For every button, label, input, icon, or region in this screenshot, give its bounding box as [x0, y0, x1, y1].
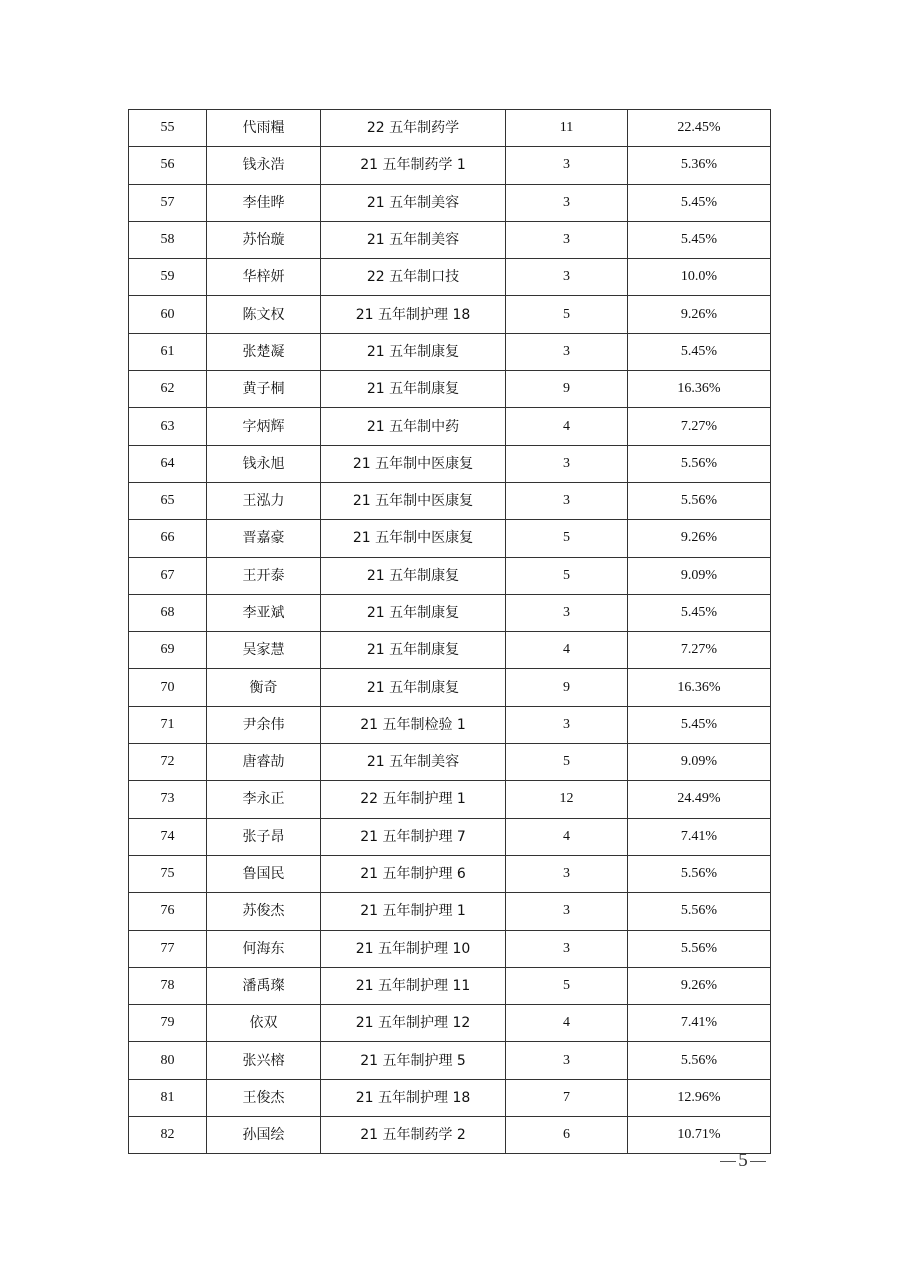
- count-cell: 11: [506, 110, 628, 147]
- row-number-cell: 76: [129, 893, 207, 930]
- row-number-cell: 60: [129, 296, 207, 333]
- count-cell: 12: [506, 781, 628, 818]
- student-name-cell: 尹余伟: [207, 706, 321, 743]
- class-name-cell: 21 五年制康复: [321, 632, 506, 669]
- class-name-cell: 21 五年制护理 7: [321, 818, 506, 855]
- count-cell: 4: [506, 408, 628, 445]
- row-number-cell: 66: [129, 520, 207, 557]
- class-name-cell: 21 五年制中药: [321, 408, 506, 445]
- student-name-cell: 晋嘉豪: [207, 520, 321, 557]
- table-row: [129, 482, 771, 519]
- student-name-cell: 李佳晔: [207, 184, 321, 221]
- percentage-cell: 9.09%: [628, 744, 771, 781]
- percentage-cell: 9.26%: [628, 520, 771, 557]
- row-number-cell: 59: [129, 259, 207, 296]
- student-name-cell: 潘禹璨: [207, 967, 321, 1004]
- student-name-cell: 钱永浩: [207, 147, 321, 184]
- percentage-cell: 5.56%: [628, 930, 771, 967]
- count-cell: 3: [506, 259, 628, 296]
- percentage-cell: 5.45%: [628, 184, 771, 221]
- class-name-cell: 21 五年制药学 2: [321, 1117, 506, 1154]
- table-row: [129, 632, 771, 669]
- count-cell: 3: [506, 930, 628, 967]
- student-name-cell: 代雨糧: [207, 110, 321, 147]
- table-row: [129, 520, 771, 557]
- row-number-cell: 71: [129, 706, 207, 743]
- page-number: [716, 1149, 770, 1173]
- count-cell: 9: [506, 371, 628, 408]
- student-name-cell: 王泓力: [207, 482, 321, 519]
- percentage-cell: 7.27%: [628, 408, 771, 445]
- class-name-cell: 21 五年制美容: [321, 221, 506, 258]
- row-number-cell: 63: [129, 408, 207, 445]
- percentage-cell: 22.45%: [628, 110, 771, 147]
- percentage-cell: 5.56%: [628, 893, 771, 930]
- row-number-cell: 58: [129, 221, 207, 258]
- row-number-cell: 65: [129, 482, 207, 519]
- percentage-cell: 5.56%: [628, 482, 771, 519]
- class-name-cell: 21 五年制康复: [321, 669, 506, 706]
- row-number-cell: 62: [129, 371, 207, 408]
- row-number-cell: 80: [129, 1042, 207, 1079]
- student-name-cell: 华梓妍: [207, 259, 321, 296]
- student-name-cell: 王俊杰: [207, 1079, 321, 1116]
- student-name-cell: 孙国绘: [207, 1117, 321, 1154]
- table-row: [129, 333, 771, 370]
- table-row: [129, 371, 771, 408]
- row-number-cell: 67: [129, 557, 207, 594]
- table-row: [129, 967, 771, 1004]
- class-name-cell: 21 五年制检验 1: [321, 706, 506, 743]
- count-cell: 3: [506, 482, 628, 519]
- page-number-right-rule: [750, 1161, 766, 1162]
- count-cell: 3: [506, 184, 628, 221]
- count-cell: 5: [506, 744, 628, 781]
- student-name-cell: 张楚凝: [207, 333, 321, 370]
- table-row: [129, 781, 771, 818]
- row-number-cell: 69: [129, 632, 207, 669]
- row-number-cell: 61: [129, 333, 207, 370]
- student-name-cell: 吴家慧: [207, 632, 321, 669]
- class-name-cell: 21 五年制康复: [321, 594, 506, 631]
- row-number-cell: 70: [129, 669, 207, 706]
- count-cell: 5: [506, 967, 628, 1004]
- class-name-cell: 21 五年制护理 6: [321, 855, 506, 892]
- table-row: [129, 408, 771, 445]
- table-row: [129, 1005, 771, 1042]
- percentage-cell: 5.45%: [628, 221, 771, 258]
- percentage-cell: 5.45%: [628, 594, 771, 631]
- row-number-cell: 55: [129, 110, 207, 147]
- row-number-cell: 81: [129, 1079, 207, 1116]
- student-name-cell: 苏俊杰: [207, 893, 321, 930]
- student-name-cell: 鲁国民: [207, 855, 321, 892]
- class-name-cell: 21 五年制中医康复: [321, 445, 506, 482]
- student-name-cell: 何海东: [207, 930, 321, 967]
- student-name-cell: 张兴榕: [207, 1042, 321, 1079]
- percentage-cell: 10.71%: [628, 1117, 771, 1154]
- percentage-cell: 9.26%: [628, 967, 771, 1004]
- count-cell: 7: [506, 1079, 628, 1116]
- row-number-cell: 56: [129, 147, 207, 184]
- class-name-cell: 21 五年制中医康复: [321, 520, 506, 557]
- class-name-cell: 21 五年制护理 12: [321, 1005, 506, 1042]
- table-body: [129, 110, 771, 1154]
- class-name-cell: 21 五年制护理 11: [321, 967, 506, 1004]
- table-row: [129, 296, 771, 333]
- row-number-cell: 82: [129, 1117, 207, 1154]
- row-number-cell: 77: [129, 930, 207, 967]
- count-cell: 3: [506, 445, 628, 482]
- table-row: [129, 893, 771, 930]
- row-number-cell: 79: [129, 1005, 207, 1042]
- row-number-cell: 72: [129, 744, 207, 781]
- percentage-cell: 9.26%: [628, 296, 771, 333]
- student-name-cell: 苏怡璇: [207, 221, 321, 258]
- table-row: [129, 221, 771, 258]
- row-number-cell: 75: [129, 855, 207, 892]
- count-cell: 4: [506, 632, 628, 669]
- percentage-cell: 7.41%: [628, 818, 771, 855]
- class-name-cell: 21 五年制药学 1: [321, 147, 506, 184]
- student-roster-table: [128, 109, 771, 1154]
- percentage-cell: 7.27%: [628, 632, 771, 669]
- row-number-cell: 57: [129, 184, 207, 221]
- student-name-cell: 衡奇: [207, 669, 321, 706]
- class-name-cell: 22 五年制药学: [321, 110, 506, 147]
- table-row: [129, 706, 771, 743]
- table-row: [129, 147, 771, 184]
- table-row: [129, 445, 771, 482]
- percentage-cell: 10.0%: [628, 259, 771, 296]
- row-number-cell: 74: [129, 818, 207, 855]
- table-row: [129, 818, 771, 855]
- count-cell: 6: [506, 1117, 628, 1154]
- percentage-cell: 12.96%: [628, 1079, 771, 1116]
- table-row: [129, 1079, 771, 1116]
- table-row: [129, 110, 771, 147]
- count-cell: 5: [506, 296, 628, 333]
- table-row: [129, 930, 771, 967]
- row-number-cell: 64: [129, 445, 207, 482]
- student-name-cell: 陈文权: [207, 296, 321, 333]
- count-cell: 3: [506, 333, 628, 370]
- count-cell: 3: [506, 855, 628, 892]
- row-number-cell: 68: [129, 594, 207, 631]
- student-name-cell: 黄子桐: [207, 371, 321, 408]
- percentage-cell: 5.45%: [628, 706, 771, 743]
- count-cell: 5: [506, 557, 628, 594]
- table-row: [129, 1042, 771, 1079]
- student-name-cell: 钱永旭: [207, 445, 321, 482]
- class-name-cell: 21 五年制美容: [321, 744, 506, 781]
- count-cell: 3: [506, 893, 628, 930]
- percentage-cell: 5.45%: [628, 333, 771, 370]
- class-name-cell: 21 五年制护理 5: [321, 1042, 506, 1079]
- percentage-cell: 7.41%: [628, 1005, 771, 1042]
- percentage-cell: 9.09%: [628, 557, 771, 594]
- student-name-cell: 唐睿劼: [207, 744, 321, 781]
- class-name-cell: 21 五年制中医康复: [321, 482, 506, 519]
- percentage-cell: 5.56%: [628, 1042, 771, 1079]
- class-name-cell: 22 五年制护理 1: [321, 781, 506, 818]
- percentage-cell: 5.56%: [628, 855, 771, 892]
- count-cell: 3: [506, 706, 628, 743]
- count-cell: 4: [506, 818, 628, 855]
- table-row: [129, 855, 771, 892]
- student-name-cell: 字炳辉: [207, 408, 321, 445]
- table-row: [129, 669, 771, 706]
- count-cell: 3: [506, 594, 628, 631]
- percentage-cell: 16.36%: [628, 371, 771, 408]
- count-cell: 4: [506, 1005, 628, 1042]
- student-name-cell: 依双: [207, 1005, 321, 1042]
- class-name-cell: 21 五年制美容: [321, 184, 506, 221]
- row-number-cell: 78: [129, 967, 207, 1004]
- class-name-cell: 21 五年制护理 10: [321, 930, 506, 967]
- class-name-cell: 21 五年制护理 18: [321, 1079, 506, 1116]
- percentage-cell: 16.36%: [628, 669, 771, 706]
- page-number-left-rule: [720, 1161, 736, 1162]
- page-number-value: 5: [738, 1150, 748, 1171]
- row-number-cell: 73: [129, 781, 207, 818]
- student-name-cell: 李永正: [207, 781, 321, 818]
- percentage-cell: 24.49%: [628, 781, 771, 818]
- class-name-cell: 21 五年制护理 18: [321, 296, 506, 333]
- class-name-cell: 22 五年制口技: [321, 259, 506, 296]
- table-row: [129, 557, 771, 594]
- student-name-cell: 王开泰: [207, 557, 321, 594]
- class-name-cell: 21 五年制护理 1: [321, 893, 506, 930]
- count-cell: 3: [506, 221, 628, 258]
- student-name-cell: 李亚斌: [207, 594, 321, 631]
- count-cell: 3: [506, 147, 628, 184]
- count-cell: 5: [506, 520, 628, 557]
- table-row: [129, 744, 771, 781]
- table-row: [129, 594, 771, 631]
- percentage-cell: 5.36%: [628, 147, 771, 184]
- count-cell: 9: [506, 669, 628, 706]
- percentage-cell: 5.56%: [628, 445, 771, 482]
- table-row: [129, 1117, 771, 1154]
- table-row: [129, 259, 771, 296]
- student-name-cell: 张子昂: [207, 818, 321, 855]
- class-name-cell: 21 五年制康复: [321, 371, 506, 408]
- class-name-cell: 21 五年制康复: [321, 333, 506, 370]
- table-row: [129, 184, 771, 221]
- class-name-cell: 21 五年制康复: [321, 557, 506, 594]
- count-cell: 3: [506, 1042, 628, 1079]
